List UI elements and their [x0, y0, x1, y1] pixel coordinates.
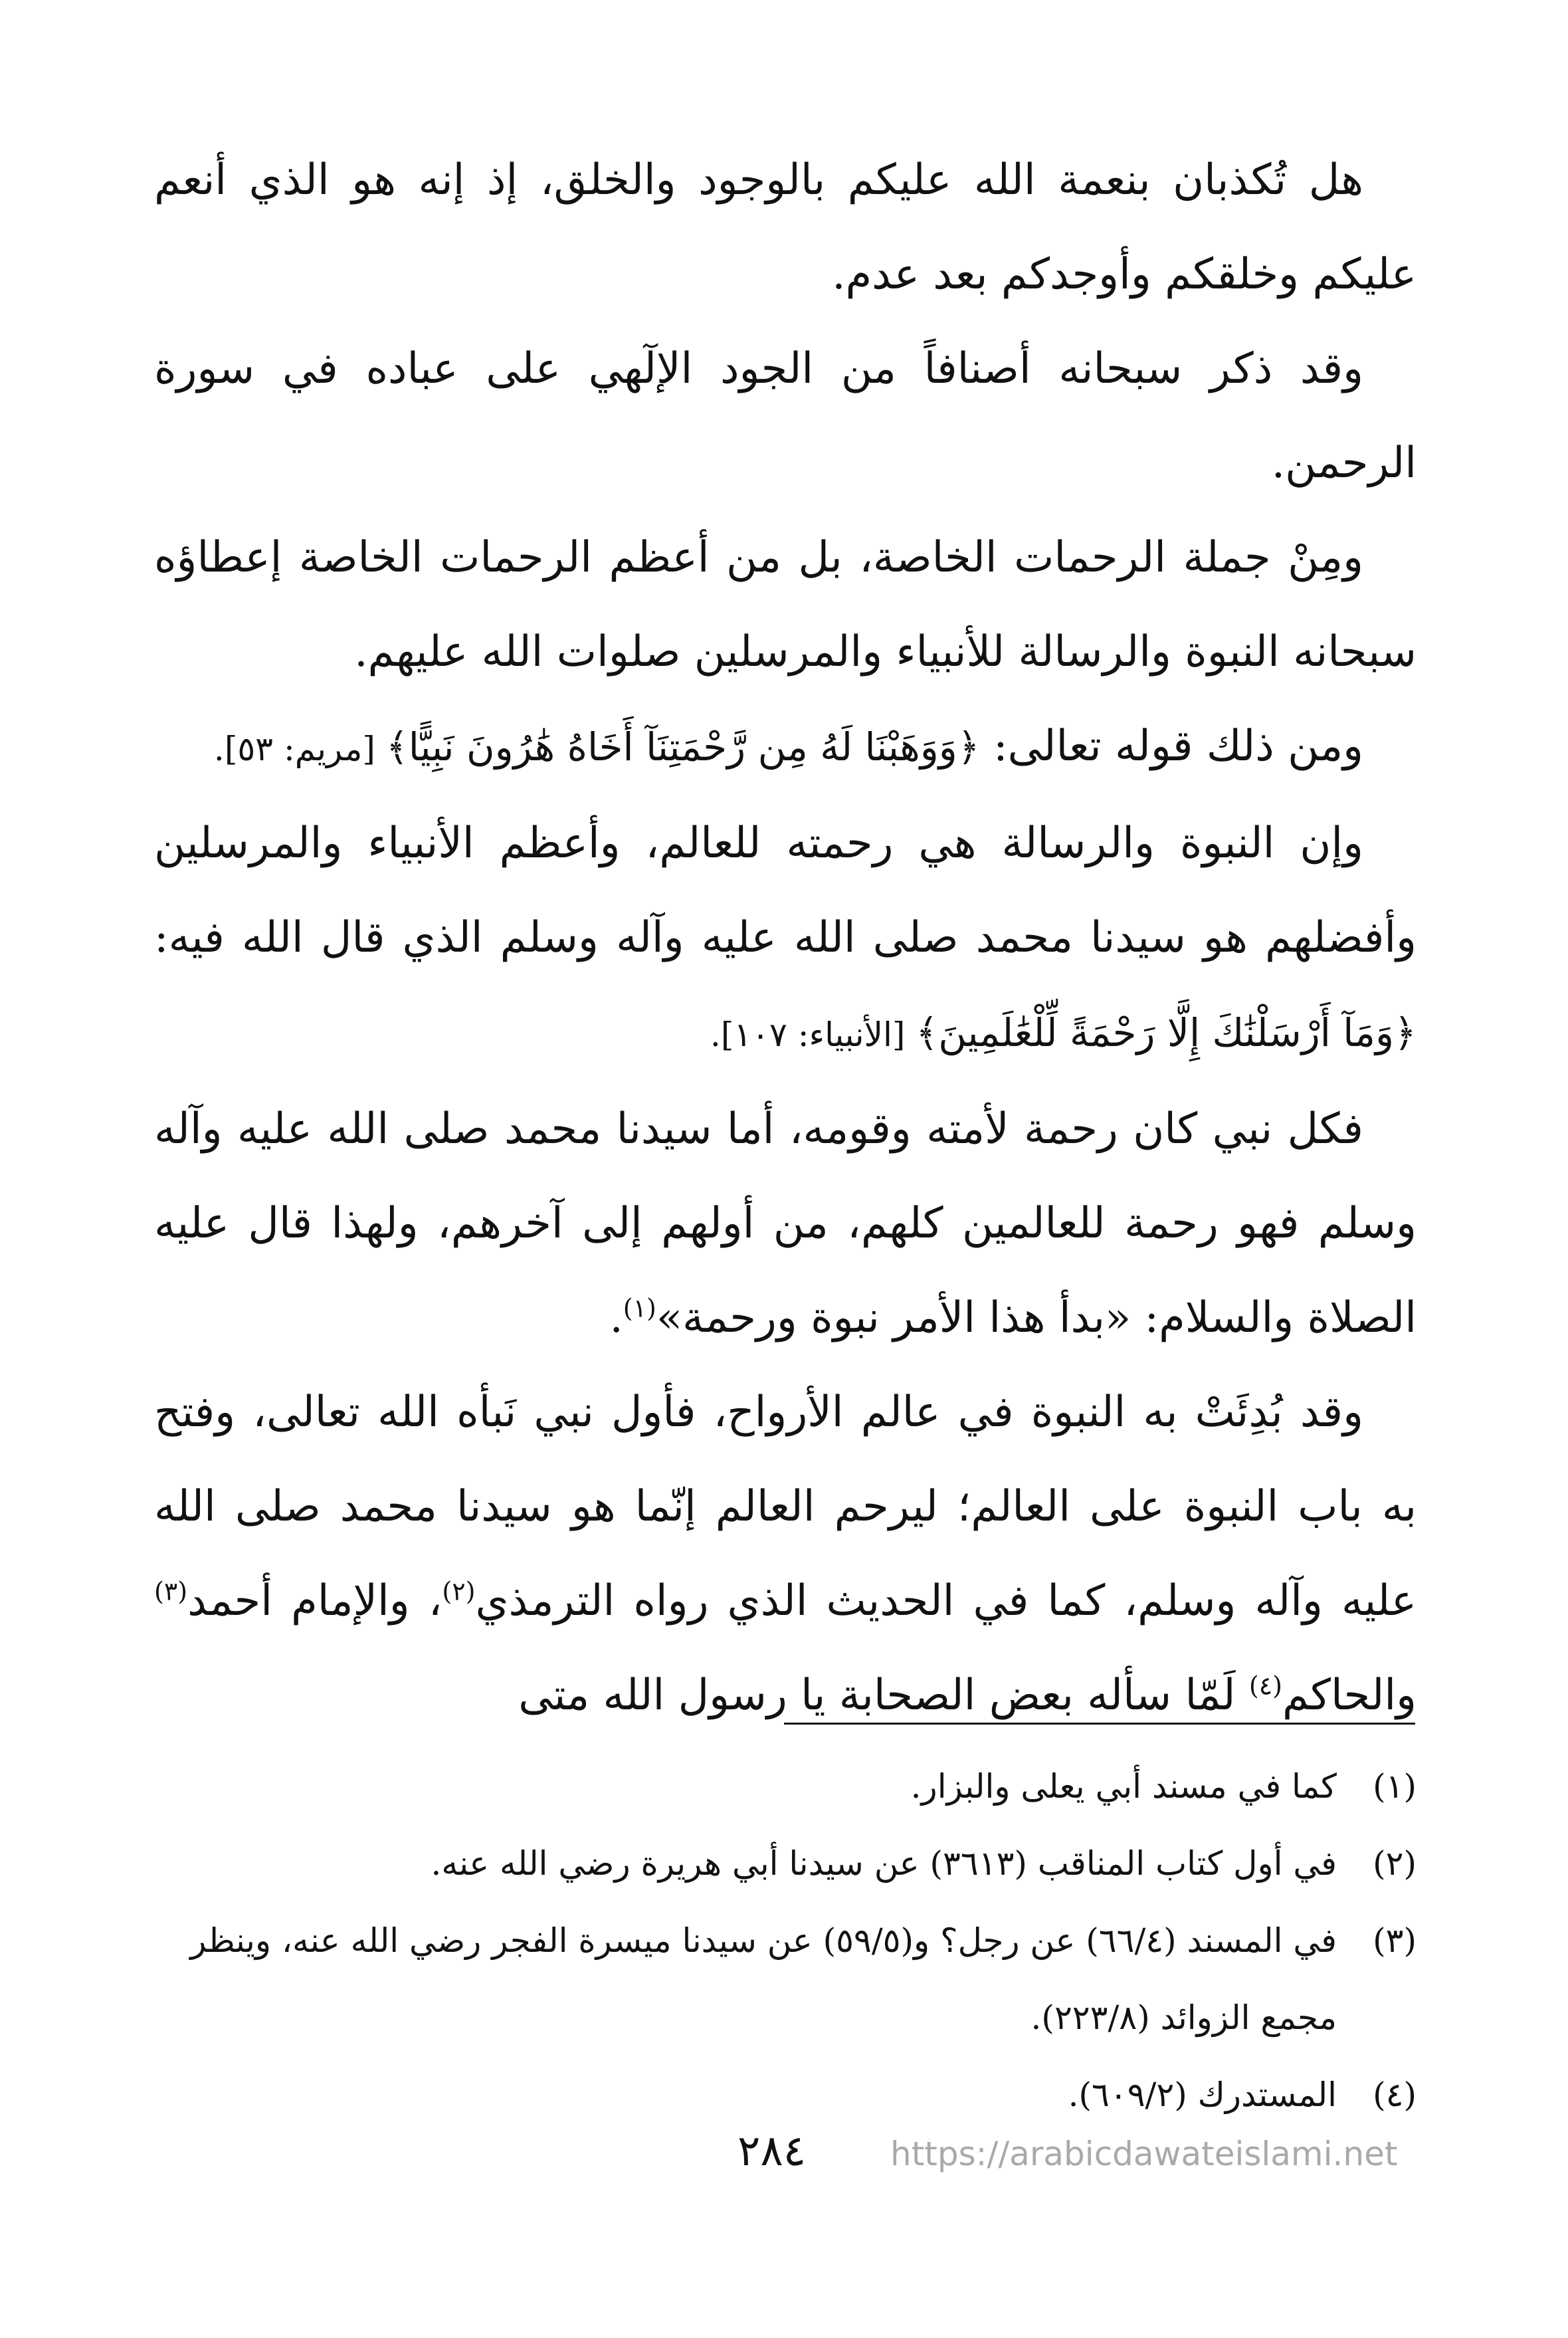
footnote-number: (٢)	[1373, 1844, 1417, 1883]
footnote-2	[154, 1825, 1417, 1902]
footnote-marker-2[interactable]: (٢)	[442, 1576, 476, 1606]
footnote-4	[154, 2056, 1417, 2133]
paragraph-4-lead: ومن ذلك قوله تعالى:	[979, 722, 1363, 771]
footnote-divider	[784, 1723, 1415, 1725]
quran-verse-maryam: ﴿وَوَهَبْنَا لَهُ مِن رَّحْمَتِنَآ أَخَاهُ هَٰرُونَ نَبِيًّا﴾	[385, 724, 980, 770]
paragraph-2: وقد ذكر سبحانه أصنافاً من الجود الإلٓهي على عباده في سورة الرحمن.	[154, 344, 1417, 488]
footnote-marker-1[interactable]: (١)	[623, 1293, 656, 1323]
footnotes-section	[154, 1748, 1417, 2133]
footnote-marker-3[interactable]: (٣)	[154, 1576, 188, 1606]
paragraph-6	[154, 1082, 1417, 1365]
verse-reference-anbiya: [الأنبياء: ١٠٧].	[710, 1015, 916, 1054]
footnote-text: في المسند (٦٦/٤) عن رجل؟ و(٥٩/٥) عن سيدنا ميسرة الفجر رضي الله عنه، وينظر مجمع الزوائد (٢٢٣/٨).	[190, 1921, 1337, 2037]
paragraph-1: هل تُكذبان بنعمة الله عليكم بالوجود والخلق، إذ إنه هو الذي أنعم عليكم وخلقكم وأوجدكم بعد عدم.	[154, 156, 1417, 299]
paragraph-6-end: .	[609, 1293, 623, 1342]
footnote-number: (١)	[1373, 1767, 1417, 1806]
footnote-1	[154, 1748, 1417, 1825]
main-text	[154, 133, 1417, 1743]
footnote-number: (٤)	[1373, 2075, 1417, 2114]
paragraph-7-part-3: والحاكم	[1282, 1671, 1417, 1720]
paragraph-3: ومِنْ جملة الرحمات الخاصة، بل من أعظم الرحمات الخاصة إعطاؤه سبحانه النبوة والرسالة للأنبياء والمرسلين صلوات الله عليهم.	[154, 533, 1417, 677]
footnote-marker-4[interactable]: (٤)	[1248, 1671, 1282, 1701]
paragraph-5-text: وإن النبوة والرسالة هي رحمته للعالم، وأعظم الأنبياء والمرسلين وأفضلهم هو سيدنا محمد صلى الله عليه وآله وسلم الذي قال الله فيه:	[154, 819, 1417, 962]
footnote-text: كما في مسند أبي يعلى والبزار.	[910, 1767, 1337, 1806]
footnote-text: المستدرك (٦٠٩/٢).	[1068, 2075, 1337, 2114]
footnote-text: في أول كتاب المناقب (٣٦١٣) عن سيدنا أبي هريرة رضي الله عنه.	[431, 1844, 1337, 1883]
paragraph-7-part-2: ، والإمام أحمد	[187, 1576, 442, 1626]
quran-verse-anbiya: ﴿وَمَآ أَرْسَلْنَٰكَ إِلَّا رَحْمَةً لِّلْعَٰلَمِينَ﴾	[916, 1010, 1417, 1055]
paragraph-5	[154, 796, 1417, 1082]
watermark-url: https://arabicdawateislami.net	[890, 2135, 1398, 2173]
paragraph-7-part-1: وقد بُدِئَتْ به النبوة في عالم الأرواح، فأول نبي نَبأه الله تعالى، وفتح به باب النبوة على العالم؛ ليرحم العالم إنّما هو سيدنا محمد صلى الله عليه وآله وسلم، كما في الحديث الذي رواه الترمذي	[154, 1388, 1417, 1626]
footnote-number: (٣)	[1373, 1921, 1417, 1960]
verse-reference-maryam: [مريم: ٥٣].	[213, 730, 386, 768]
paragraph-4	[154, 699, 1417, 796]
paragraph-6-text: فكل نبي كان رحمة لأمته وقومه، أما سيدنا محمد صلى الله عليه وآله وسلم فهو رحمة للعالمين كلهم، من أولهم إلى آخرهم، ولهذا قال عليه الصلاة والسلام: «بدأ هذا الأمر نبوة ورحمة»	[154, 1105, 1417, 1342]
footnote-3	[154, 1902, 1417, 2056]
paragraph-7-part-4: لَمّا سأله بعض الصحابة يا رسول الله متى	[518, 1671, 1249, 1720]
paragraph-7	[154, 1365, 1417, 1743]
page-number: ٢٨٤	[737, 2127, 807, 2176]
